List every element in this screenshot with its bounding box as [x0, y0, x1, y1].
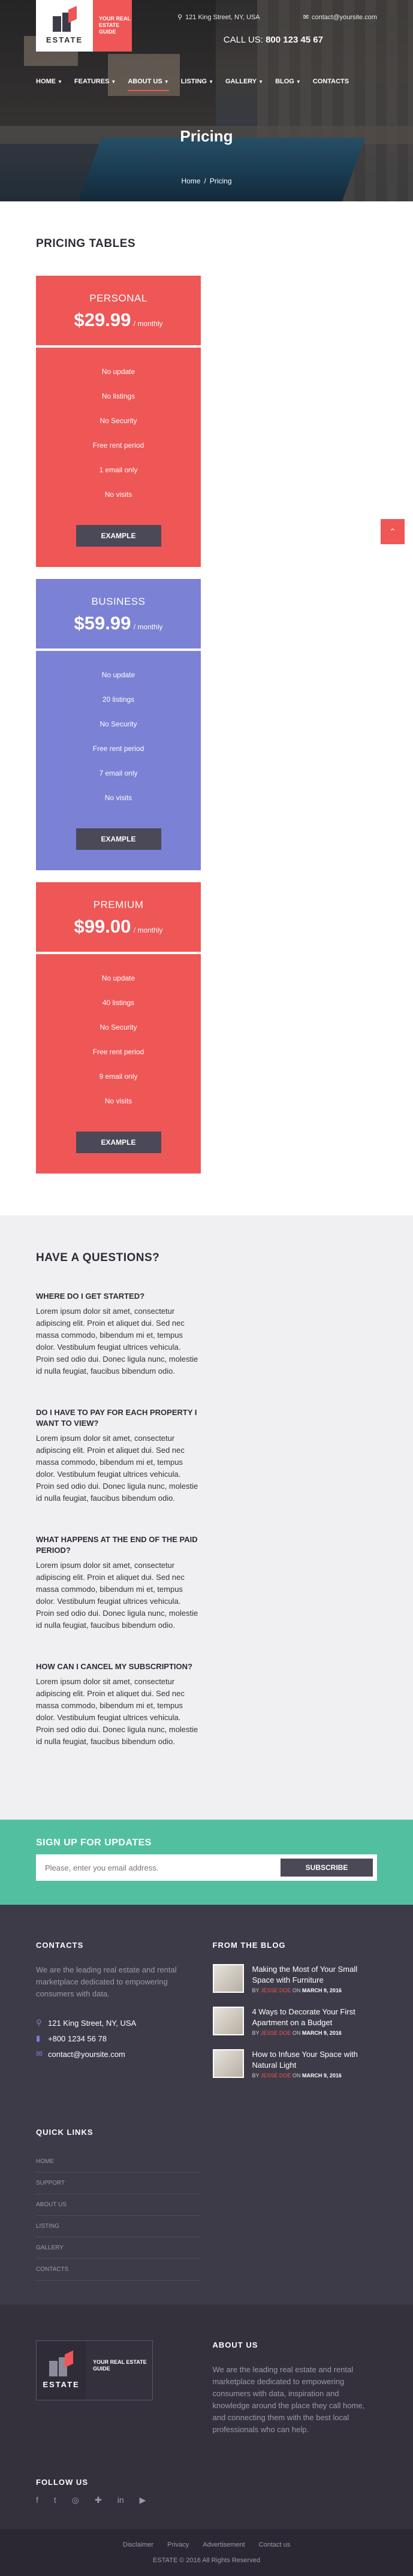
plan-feature: No listings — [101, 392, 135, 400]
plan-period: / monthly — [133, 623, 163, 631]
nav-item-home[interactable]: HOME ▼ — [36, 78, 62, 85]
plan-feature: No visits — [104, 794, 132, 802]
quick-links — [36, 2128, 201, 2281]
map-pin-icon: ⚲ — [36, 2018, 42, 2027]
instagram-icon[interactable]: ◎ — [71, 2495, 79, 2505]
linkedin-icon[interactable]: in — [117, 2495, 124, 2505]
faq-item — [36, 1291, 201, 1377]
logo-word: ESTATE — [46, 35, 83, 44]
footer-contacts — [36, 1941, 201, 2092]
blog-thumbnail[interactable] — [213, 1964, 244, 1993]
follow-us-title: FOLLOW US — [36, 2478, 88, 2487]
chevron-down-icon: ▼ — [111, 79, 116, 85]
plan-feature: 40 listings — [102, 999, 135, 1007]
plan-feature: 9 email only — [99, 1072, 138, 1081]
plan-feature: 1 email only — [99, 466, 138, 474]
facebook-icon[interactable]: f — [36, 2495, 38, 2505]
faq-answer: Lorem ipsum dolor sit amet, consectetur adipiscing elit. Proin et aliquet dui. Sed nec massa commodo, bibendum mi et, tempus dolor. Vestibulum feugiat ultrices vehicula. Proin sed odio dui. Donec ligula nunc, molestie id nulla feugiat, faucibus bibendum odio. — [36, 1677, 198, 1746]
faq-answer: Lorem ipsum dolor sit amet, consectetur adipiscing elit. Proin et aliquet dui. Sed nec massa commodo, bibendum mi et, tempus dolor. Vestibulum feugiat ultrices vehicula. Proin sed odio dui. Donec ligula nunc, molestie id nulla feugiat, faucibus bibendum odio. — [36, 1307, 198, 1376]
nav-item-gallery[interactable]: GALLERY ▼ — [225, 78, 264, 85]
top-contact-bar — [177, 13, 377, 21]
logo-house-icon — [48, 2352, 74, 2376]
blog-post-title[interactable]: Making the Most of Your Small Space with Furniture — [252, 1965, 358, 1984]
blog-post[interactable] — [213, 2049, 378, 2079]
pricing-card-personal — [36, 276, 201, 567]
blog-post[interactable] — [213, 2007, 378, 2036]
call-phone[interactable]: 800 123 45 67 — [266, 35, 323, 45]
footer-link-privacy[interactable]: Privacy — [167, 2541, 189, 2548]
plan-feature: No update — [101, 974, 135, 982]
copyright-text: ESTATE © 2016 All Rights Reserved — [153, 2557, 260, 2564]
footer-contacts-text: We are the leading real estate and rental marketplace dedicated to empowering consumers with data. — [36, 1965, 177, 1998]
copyright-bar — [0, 2529, 413, 2576]
blog-post-title[interactable]: 4 Ways to Decorate Your First Apartment on a Budget — [252, 2007, 355, 2027]
nav-item-about-us[interactable]: ABOUT US ▼ — [122, 78, 174, 85]
quick-link-about-us[interactable]: ABOUT US — [36, 2194, 201, 2216]
plan-feature: No update — [101, 671, 135, 679]
footer-about — [213, 2340, 378, 2436]
quick-link-contacts[interactable]: CONTACTS — [36, 2259, 201, 2281]
blog-post-meta: BY JESSE DOE ON MARCH 9, 2016 — [252, 2030, 342, 2036]
quick-link-home[interactable]: HOME — [36, 2151, 201, 2173]
nav-item-listing[interactable]: LISTING ▼ — [180, 78, 213, 85]
logo-word: ESTATE — [43, 2379, 80, 2389]
plan-example-button[interactable]: EXAMPLE — [76, 828, 161, 850]
signup-form — [36, 1854, 377, 1881]
footer-logo[interactable] — [36, 2340, 153, 2400]
plan-feature: Free rent period — [92, 744, 144, 753]
nav-item-contacts[interactable]: CONTACTS — [312, 78, 349, 85]
plan-price: $59.99 — [74, 613, 131, 634]
footer — [0, 1905, 413, 2304]
footer-link-disclaimer[interactable]: Disclaimer — [122, 2541, 154, 2548]
logo-house-icon — [52, 8, 78, 32]
faq-item — [36, 1407, 201, 1504]
blog-thumbnail[interactable] — [213, 2007, 244, 2035]
pricing-card-business — [36, 579, 201, 870]
social-links — [36, 2495, 377, 2529]
plan-feature: 7 email only — [99, 769, 138, 777]
breadcrumb-current: Pricing — [209, 177, 232, 185]
plan-feature: No Security — [100, 1023, 137, 1031]
quick-link-listing[interactable]: LISTING — [36, 2216, 201, 2237]
plan-example-button[interactable]: EXAMPLE — [76, 525, 161, 547]
email-input[interactable] — [40, 1859, 281, 1877]
pricing-section — [0, 201, 413, 1215]
signup-section — [0, 1820, 413, 1905]
main-nav — [36, 78, 377, 85]
footer-link-contact-us[interactable]: Contact us — [258, 2541, 291, 2548]
plan-period: / monthly — [133, 319, 163, 328]
site-logo[interactable] — [36, 0, 132, 52]
call-label: CALL US: — [223, 35, 263, 45]
footer-blog — [213, 1941, 378, 2092]
plan-feature: 20 listings — [102, 695, 135, 704]
chevron-down-icon: ▼ — [58, 79, 62, 85]
youtube-icon[interactable]: ▶ — [139, 2495, 146, 2505]
faq-item — [36, 1661, 201, 1748]
header-address: ⚲ 121 King Street, NY, USA — [177, 14, 260, 21]
nav-item-features[interactable]: FEATURES ▼ — [74, 78, 116, 85]
footer-contacts-title: CONTACTS — [36, 1941, 84, 1950]
chevron-down-icon: ▼ — [209, 79, 213, 85]
chevron-up-icon: ⌃ — [389, 527, 396, 536]
quick-link-support[interactable]: SUPPORT — [36, 2173, 201, 2194]
subscribe-button[interactable]: SUBSCRIBE — [281, 1859, 373, 1877]
pricing-heading: PRICING TABLES — [36, 237, 136, 250]
plan-name: BUSINESS — [91, 596, 146, 607]
chevron-down-icon: ▼ — [164, 79, 169, 85]
footer-bottom — [0, 2304, 413, 2576]
page-title: Pricing — [180, 127, 233, 145]
plan-price: $29.99 — [74, 309, 131, 330]
envelope-icon: ✉ — [303, 14, 309, 21]
faq-question: WHERE DO I GET STARTED? — [36, 1292, 145, 1301]
faq-answer: Lorem ipsum dolor sit amet, consectetur adipiscing elit. Proin et aliquet dui. Sed nec massa commodo, bibendum mi et, tempus dolor. Vestibulum feugiat ultrices vehicula. Proin sed odio dui. Donec ligula nunc, molestie id nulla feugiat, faucibus bibendum odio. — [36, 1561, 198, 1630]
footer-about-text: We are the leading real estate and rental marketplace dedicated to empowering consumers with data, inspiration and knowledge around the place they call home, and connecting them with the best local professionals who can help. — [212, 2365, 365, 2434]
faq-item — [36, 1534, 201, 1631]
header-email[interactable]: ✉ contact@yoursite.com — [303, 14, 377, 21]
breadcrumb: Home / Pricing — [181, 177, 232, 185]
twitter-icon[interactable]: t — [53, 2495, 56, 2505]
footer-address: ⚲ 121 King Street, NY, USA — [36, 2018, 137, 2028]
footer-email[interactable]: ✉ contact@yoursite.com — [36, 2049, 125, 2059]
plan-feature: No Security — [100, 417, 137, 425]
plan-name: PERSONAL — [89, 292, 147, 304]
envelope-icon: ✉ — [36, 2049, 43, 2058]
plan-name: PREMIUM — [93, 899, 144, 910]
blog-post[interactable] — [213, 1964, 378, 1993]
signup-heading: SIGN UP FOR UPDATES — [36, 1838, 152, 1848]
plan-feature: No visits — [104, 490, 132, 499]
faq-section — [0, 1215, 413, 1820]
faq-question: WHAT HAPPENS AT THE END OF THE PAID PERIOD? — [36, 1535, 198, 1555]
plan-feature: No visits — [104, 1097, 132, 1105]
chevron-down-icon: ▼ — [258, 79, 264, 85]
blog-post-title[interactable]: How to Infuse Your Space with Natural Light — [252, 2050, 358, 2070]
plan-price: $99.00 — [74, 916, 131, 937]
google-plus-icon[interactable]: ✚ — [95, 2495, 102, 2505]
plan-period: / monthly — [133, 926, 163, 934]
scroll-to-top-button[interactable] — [381, 519, 405, 544]
plan-feature: No Security — [100, 720, 137, 728]
blog-post-meta: BY JESSE DOE ON MARCH 9, 2016 — [252, 2073, 342, 2079]
quick-links-title: QUICK LINKS — [36, 2128, 94, 2137]
quick-link-gallery[interactable]: GALLERY — [36, 2237, 201, 2259]
logo-tagline: YOUR REAL ESTATE GUIDE — [93, 0, 132, 52]
header-call — [224, 35, 323, 45]
blog-post-meta: BY JESSE DOE ON MARCH 9, 2016 — [252, 1987, 342, 1993]
footer-about-title: ABOUT US — [212, 2340, 258, 2349]
nav-item-blog[interactable]: BLOG ▼ — [275, 78, 301, 85]
chevron-down-icon: ▼ — [296, 79, 301, 85]
blog-thumbnail[interactable] — [213, 2049, 244, 2078]
map-pin-icon: ⚲ — [177, 14, 183, 21]
hero-header — [0, 0, 413, 201]
faq-question: DO I HAVE TO PAY FOR EACH PROPERTY I WANT TO VIEW? — [36, 1408, 197, 1428]
phone-icon: ▮ — [36, 2034, 41, 2043]
plan-feature: Free rent period — [92, 1048, 144, 1056]
faq-heading: HAVE A QUESTIONS? — [36, 1251, 160, 1264]
footer-link-advertisement[interactable]: Advertisement — [203, 2541, 245, 2548]
faq-question: HOW CAN I CANCEL MY SUBSCRIPTION? — [36, 1662, 192, 1671]
footer-blog-title: FROM THE BLOG — [212, 1941, 286, 1950]
footer-phone[interactable]: ▮ +800 1234 56 78 — [36, 2034, 107, 2043]
plan-feature: Free rent period — [92, 441, 144, 450]
breadcrumb-home[interactable]: Home — [181, 177, 201, 185]
logo-tagline: YOUR REAL ESTATE GUIDE — [93, 2359, 147, 2372]
faq-answer: Lorem ipsum dolor sit amet, consectetur adipiscing elit. Proin et aliquet dui. Sed nec massa commodo, bibendum mi et, tempus dolor. Vestibulum feugiat ultrices vehicula. Proin sed odio dui. Donec ligula nunc, molestie id nulla feugiat, faucibus bibendum odio. — [36, 1434, 198, 1503]
pricing-card-premium — [36, 882, 201, 1174]
plan-example-button[interactable]: EXAMPLE — [76, 1132, 161, 1153]
plan-feature: No update — [101, 367, 135, 376]
follow-us — [36, 2436, 377, 2529]
